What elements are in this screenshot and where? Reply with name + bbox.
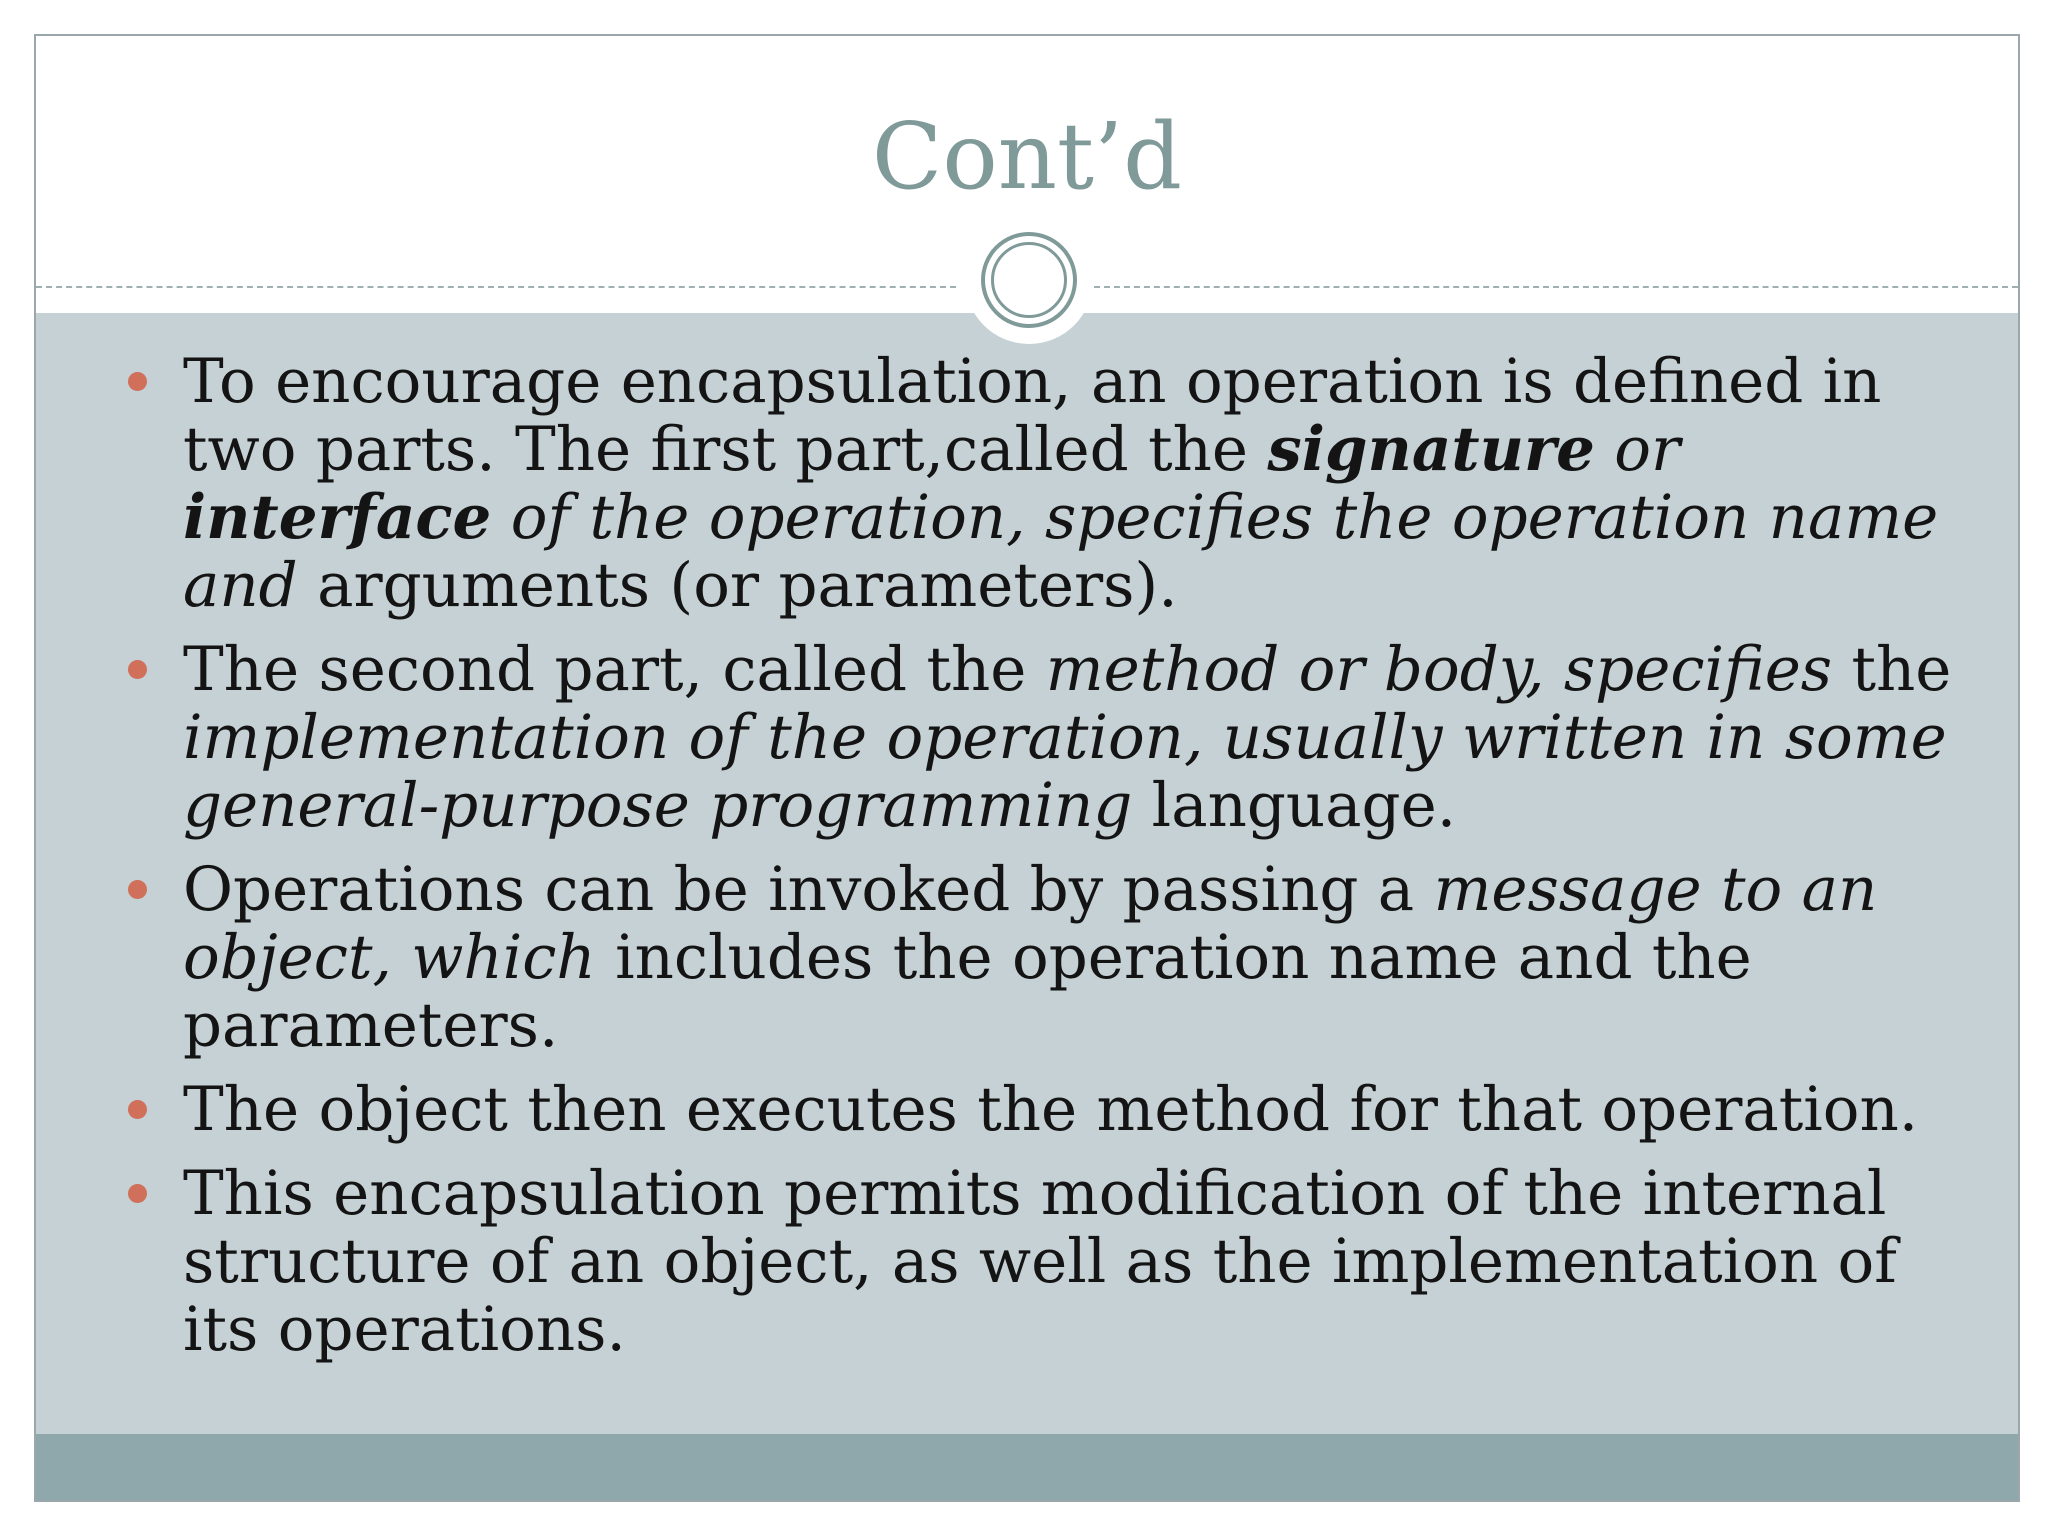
title-divider-left — [36, 286, 956, 288]
bullet-text-segment: The second part, called the — [183, 634, 1046, 705]
bullet-text-segment: the — [1832, 634, 1952, 705]
bullet-item — [36, 856, 2018, 1060]
circle-ornament-icon — [981, 232, 1077, 328]
bullet-item — [36, 1076, 2018, 1144]
bullet-dot-icon — [128, 1184, 147, 1203]
bullet-text-segment: interface — [183, 482, 492, 553]
bullet-text-segment: language. — [1132, 770, 1457, 841]
bullet-text-segment: includes the operation name and the parameters. — [183, 922, 1752, 1061]
bullet-text-segment: To encourage encapsulation, an operation is defined in two parts. The first part,called the — [183, 346, 1882, 485]
bullet-text-segment: This encapsulation permits modification of the internal structure of an object, as well as the implementation of its operations. — [183, 1158, 1897, 1365]
bullet-item — [36, 636, 2018, 840]
bullet-item — [36, 348, 2018, 620]
bullet-dot-icon — [128, 372, 147, 391]
slide — [34, 34, 2020, 1502]
bullet-text-segment: arguments (or parameters). — [297, 550, 1178, 621]
title-divider-right — [1094, 286, 2018, 288]
slide-title: Cont’d — [871, 102, 1183, 210]
bullet-dot-icon — [128, 880, 147, 899]
bullet-text-segment: The object then executes the method for that operation. — [183, 1074, 1919, 1145]
bullet-text-segment: method or body, specifies — [1045, 634, 1833, 705]
bullet-text-segment: Operations can be invoked by passing a — [183, 854, 1434, 925]
bullet-text-segment: or — [1594, 414, 1681, 485]
bullet-text-segment: message to an object, which — [183, 854, 1878, 993]
bullet-text-segment: of the operation, specifies the operation name and — [183, 482, 1939, 621]
footer-bar — [36, 1434, 2018, 1502]
bullet-item — [36, 1160, 2018, 1364]
bullet-text-segment: signature — [1267, 414, 1595, 485]
bullet-list — [36, 348, 2018, 1380]
bullet-text-segment: implementation of the operation, usually written in some general-purpose programming — [183, 702, 1947, 841]
bullet-dot-icon — [128, 1100, 147, 1119]
bullet-dot-icon — [128, 660, 147, 679]
